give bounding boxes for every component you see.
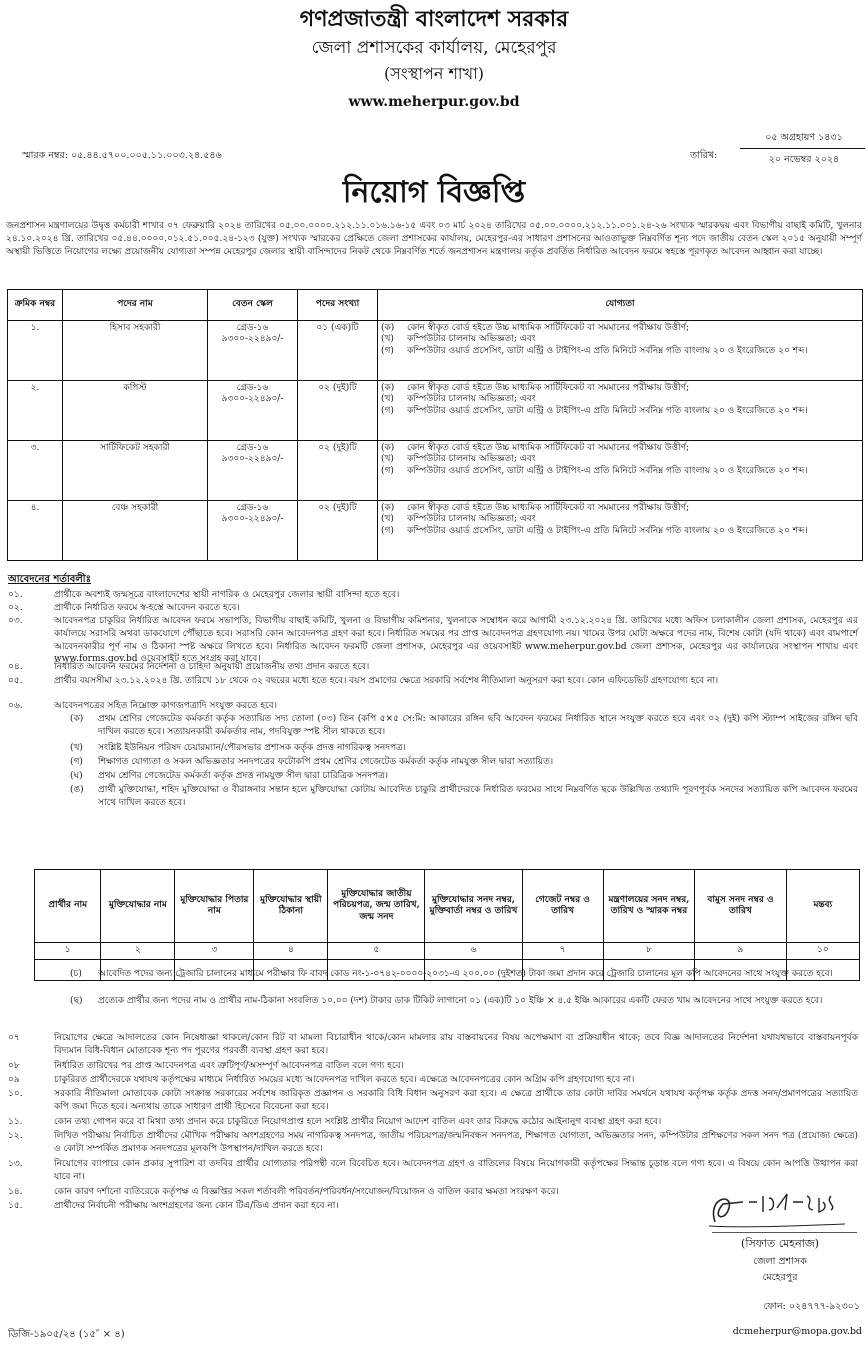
condition-number: ০২. — [8, 603, 23, 613]
col-pay-scale: বেতন স্কেল — [208, 290, 298, 321]
posts-table — [7, 289, 863, 561]
ff-number-cell: ৭ — [522, 943, 603, 960]
condition-number: ১৩. — [8, 1159, 23, 1169]
post-serial: ৪. — [8, 501, 63, 561]
ff-header-cell: মুক্তিযোদ্ধার নাম — [101, 870, 175, 943]
post-serial: ২. — [8, 381, 63, 441]
table-row — [8, 441, 863, 501]
condition-number: ১২. — [8, 1131, 23, 1141]
condition-text: নিয়োগের ব্যাপারে কোন প্রকার সুপারিশ বা তদবির প্রার্থীর যোগ্যতার পরিপন্থী বলে বিবেচিত হবে। আবেদনপত্র গ্রহণ ও বাতিলের বিষয়ে নিয়োগকারী কর্তৃপক্ষের সিদ্ধান্ত চূড়ান্ত বলে গণ্য হবে। এ বিষয়ে কোন আপত্তি উত্থাপন করা যাবে না। — [54, 1159, 858, 1182]
condition-item — [8, 589, 858, 602]
signature-image — [685, 1188, 855, 1232]
qualification-item — [381, 346, 859, 357]
condition-number: ০৯ — [8, 1075, 20, 1085]
ff-number-cell: ৬ — [425, 943, 522, 960]
qualification-key: (গ) — [381, 345, 394, 356]
signatory-name: (সিফাত মেহনাজ) — [741, 1237, 819, 1250]
qualification-text: কম্পিউটার চালনায় অভিজ্ঞতা; এবং — [407, 334, 536, 345]
post-name: হিসাব সহকারী — [63, 321, 208, 381]
attachment-key: (চ) — [70, 969, 82, 979]
qualification-item — [381, 443, 859, 454]
qualification-key: (গ) — [381, 465, 394, 476]
condition-text: প্রার্থীদের নির্বাচনী পরীক্ষায় অংশগ্রহণের জন্য কোন টিএ/ডিএ প্রদান করা হবে না। — [54, 1201, 339, 1211]
header-govt: গণপ্রজাতন্ত্রী বাংলাদেশ সরকার — [299, 6, 569, 32]
condition-item — [8, 1074, 858, 1087]
attachment-text: প্রত্যেক প্রার্থীর জন্য পদের নাম ও প্রার্থীর নাম-ঠিকানা সংবলিত ১০.০০ (দশ) টাকার ডাক টিকিট লাগানো ০১ (এক)টি ১০ ইঞ্চি × ৪.৫ ইঞ্চি আকারের একটি ফেরত খাম আবেদনের সাথে সংযুক্ত করতে হবে। — [98, 996, 823, 1006]
posts-table-header — [8, 290, 863, 321]
freedom-fighter-table — [34, 869, 860, 981]
post-count: ০২ (দুই)টি — [298, 441, 378, 501]
condition-text: সরকারি নীতিমালা মোতাবেক কোটা সংক্রান্ত সরকারের সর্বশেষ জারিকৃত প্রজ্ঞাপন ও সরকারি বিধি বিধান অনুসরণ করা হবে। এ ক্ষেত্রে প্রার্থীকে তার কোটা দাবির সমর্থনে যথাযথ কর্তৃপক্ষ কর্তৃক প্রদত্ত সনদ/প্রমাণপত্রের সত্যায়িত কপি জমা দিতে হবে। অন্যথায় তাকে সাধারণ প্রার্থী হিসেবে বিবেচনা করা হবে। — [54, 1089, 858, 1112]
condition-item — [8, 1116, 858, 1129]
condition-text: লিখিত পরীক্ষায় নির্বাচিত প্রার্থীদের মৌখিক পরীক্ষায় অংশগ্রহণের সময় নাগরিকত্ব সনদপত্র, জাতীয় পরিচয়পত্র/জন্মনিবন্ধন সনদপত্র, শিক্ষাগত যোগ্যতা, অভিজ্ঞতার সনদ, কম্পিউটার প্রশিক্ষণের সকল সনদ পত্র (প্রযোজ্য ক্ষেত্রে) ও কোটা সম্পর্কিত প্রমাণক সনদপত্রের মূলকপি উপস্থাপন/দাখিল করতে হবে। — [54, 1131, 858, 1154]
attachment-item — [70, 995, 858, 1008]
intro-paragraph: জনপ্রশাসন মন্ত্রণালয়ের উদ্বৃত্ত কর্মচারী শাখার ০৭ ফেব্রুয়ারি ২০২৪ তারিখের ০৫.০০.০০০০.২১২.১১.০১৬.১৬-১৫ এবং ০৩ মার্চ ২০২৪ তারিখের ০৫.০০.০০০০.২১২.১১.০০১.২৪-২৬ সংখ্যক স্মারকদ্বয় এবং বিভাগীয় বাছাই কমিটি, খুলনার ২৪.১০.২০২৪ খ্রি. তারিখের ০৫.৪৪.০০০০.০১২.৫১.০০৫.২৪-১২৩ (যুক্ত) সংখ্যক স্মারকের প্রেক্ষিতে জেলা প্রশাসকের কার্যালয়, মেহেরপুর-এর সাধারণ প্রশাসনের আওতাভুক্ত নিম্নবর্ণিত শূন্য পদে জাতীয় বেতন স্কেল ২০১৫ অনুযায়ী সম্পূর্ণ অস্থায়ী ভিত্তিতে নিয়োগের লক্ষ্যে প্রয়োজনীয় যোগ্যতা সম্পন্ন মেহেরপুর জেলার স্থায়ী বাসিন্দাদের নিকট থেকে নিম্নবর্ণিত শর্তে জনপ্রশাসন মন্ত্রণালয় কর্তৃক প্রবর্তিত নির্ধারিত আবেদন ফরমে স্বহস্তে পূরণকৃত আবেদন আহ্বান করা যাচ্ছে। — [6, 221, 862, 258]
qualification-key: (খ) — [381, 454, 394, 465]
qualification-item — [381, 514, 859, 525]
qualification-text: কোন স্বীকৃত বোর্ড হইতে উচ্চ মাধ্যমিক সার্টিফিকেট বা সমমানের পরীক্ষায় উত্তীর্ণ; — [407, 443, 690, 453]
condition-text: আবেদনপত্র চাকুরির নির্ধারিত আবেদন ফরমে সভাপতি, বিভাগীয় বাছাই কমিটি, খুলনা ও বিভাগীয় কমিশনার, খুলনাকে সম্বোধন করে আগামী ২৩.১২.২০২৪ খ্রি. তারিখের মধ্যে অফিস চলাকালীন জেলা প্রশাসক, মেহেরপুর এর কার্যালয়ে সরাসরি অথবা ডাকযোগে পৌঁছাতে হবে। সরাসরি কোন আবেদনপত্র গ্রহণ করা হবে। নির্ধারিত সময়ের পর প্রাপ্ত আবেদনপত্র গ্রহণযোগ্য নয়। খামের উপর মোটা অক্ষরে পদের নাম, বিশেষ কোটা (যদি থাকে) এবং বামপার্শে আবেদনকারীর পূর্ণ নাম ও ঠিকানা স্পষ্ট অক্ষরে লিখতে হবে। নির্ধারিত আবেদন ফরমটি জেলা প্রশাসক, মেহেরপুর এর ওয়েবসাইট www.meherpur.gov.bd জেলা প্রশাসক, মেহেরপুর এর কার্যালয়ের সংস্থাপন শাখায় এবং www.forms.gov.bd ওয়েবসাইট হতে সংগ্রহ করা যাবে। — [54, 616, 858, 665]
ff-number-cell: ৮ — [603, 943, 695, 960]
condition-number: ০৬. — [8, 701, 23, 711]
qualification-text: কম্পিউটার চালনায় অভিজ্ঞতা; এবং — [407, 394, 536, 405]
condition-number: ০৫. — [8, 676, 23, 686]
date-bangla: ০৫ অগ্রহায়ণ ১৪৩১ — [765, 132, 843, 143]
ff-header-cell: মুক্তিযোদ্ধার পিতার নাম — [175, 870, 254, 943]
post-serial: ১. — [8, 321, 63, 381]
condition-item — [8, 1186, 668, 1199]
qualification-key: (ক) — [381, 503, 395, 513]
post-pay-scale — [208, 441, 298, 501]
attachment-item — [70, 713, 858, 739]
condition-number: ১৪. — [8, 1187, 23, 1197]
ff-number-cell: ২ — [101, 943, 175, 960]
header-section: (সংস্থাপন শাখা) — [384, 64, 484, 83]
qualification-item — [381, 406, 859, 417]
attachment-key: (ঙ) — [70, 785, 84, 795]
qualification-item — [381, 383, 859, 394]
attachment-item — [70, 968, 858, 981]
qualification-key: (গ) — [381, 405, 394, 416]
col-post-name: পদের নাম — [63, 290, 208, 321]
qualification-key: (গ) — [381, 525, 394, 536]
signatory-email[interactable]: dcmeherpur@mopa.gov.bd — [732, 1326, 862, 1337]
attachment-key: (খ) — [70, 743, 83, 753]
condition-number: ১৫. — [8, 1201, 23, 1211]
ff-table-number-row — [35, 943, 860, 960]
table-row — [8, 321, 863, 381]
qualification-item — [381, 394, 859, 405]
condition-text: প্রার্থীকে অবশ্যই জন্মসূত্রে বাংলাদেশের স্থায়ী নাগরিক ও মেহেরপুর জেলার স্থায়ী বাসিন্দা হতে হবে। — [54, 590, 400, 600]
post-grade: গ্রেড-১৬ — [236, 503, 269, 513]
post-scale: ৯৩০০-২২৪৯০/- — [221, 454, 284, 465]
qualification-text: কম্পিউটার ওয়ার্ড প্রসেসিং, ডাটা এন্ট্রি ও টাইপিং-এ প্রতি মিনিটে সর্বনিম্ন গতি বাংলায় ২০ ও ইংরেজিতে ২০ শব্দ। — [407, 525, 808, 536]
attachment-text: আবেদিত পদের জন্য ট্রেজারি চালানের মাধ্যমে পরীক্ষার ফি বাবদ কোড নং-১-০৭৪২-০০০০-২০৩১-এ ২০০.০০ (দুইশত) টাকা জমা প্রদান করে ট্রেজারি চালানের মূল কপি আবেদনের সাথে সংযুক্ত করতে হবে। — [98, 969, 833, 979]
qualification-text: কোন স্বীকৃত বোর্ড হইতে উচ্চ মাধ্যমিক সার্টিফিকেট বা সমমানের পরীক্ষায় উত্তীর্ণ; — [407, 503, 690, 513]
qualification-key: (খ) — [381, 394, 394, 405]
post-grade: গ্রেড-১৬ — [236, 443, 269, 453]
post-scale: ৯৩০০-২২৪৯০/- — [221, 514, 284, 525]
condition-item — [8, 1130, 858, 1156]
condition-number: ০৮ — [8, 1061, 20, 1071]
condition-number: ০৩. — [8, 616, 23, 626]
ff-header-cell: গেজেট নম্বর ও তারিখ — [522, 870, 603, 943]
condition-number: ১১. — [8, 1117, 23, 1127]
table-row — [8, 501, 863, 561]
qualification-text: কম্পিউটার ওয়ার্ড প্রসেসিং, ডাটা এন্ট্রি ও টাইপিং-এ প্রতি মিনিটে সর্বনিম্ন গতি বাংলায় ২০ ও ইংরেজিতে ২০ শব্দ। — [407, 405, 808, 416]
condition-item — [8, 1200, 668, 1213]
ff-number-cell: ৪ — [254, 943, 328, 960]
post-pay-scale — [208, 321, 298, 381]
attachment-key: (ক) — [70, 714, 84, 724]
post-serial: ৩. — [8, 441, 63, 501]
qualification-item — [381, 323, 859, 334]
qualification-item — [381, 454, 859, 465]
table-row — [8, 381, 863, 441]
qualification-item — [381, 334, 859, 345]
qualification-item — [381, 503, 859, 514]
post-grade: গ্রেড-১৬ — [236, 323, 269, 333]
post-grade: গ্রেড-১৬ — [236, 383, 269, 393]
ff-header-cell: মন্ত্রণালয়ের সনদ নম্বর, তারিখ ও স্মারক নম্বর — [603, 870, 695, 943]
conditions-title: আবেদনের শর্তাবলীঃ — [8, 574, 91, 585]
ff-number-cell: ১ — [35, 943, 101, 960]
post-qualification — [378, 381, 863, 441]
col-post-count: পদের সংখ্যা — [298, 290, 378, 321]
condition-item — [8, 700, 858, 713]
post-qualification — [378, 441, 863, 501]
attachment-text: প্রার্থী মুক্তিযোদ্ধা, শহিদ মুক্তিযোদ্ধা ও বীরাঙ্গনার সন্তান হলে মুক্তিযোদ্ধা কোটায় আবেদিত চাকুরি প্রার্থীদেরকে নির্ধারিত ফরমের সাথে নিম্নবর্ণিত ছকে উল্লিখিত তথ্যাদি পূরণপূর্বক সনদের সত্যায়িত কপি আবেদন ফরমের সাথে দাখিল করতে হবে। — [98, 785, 858, 808]
condition-item — [8, 615, 858, 666]
attachment-item — [70, 756, 858, 769]
condition-text: নির্ধারিত আবেদন ফরমের নির্দেশনা ও চাহিদা অনুযায়ী প্রয়োজনীয় তথ্য প্রদান করতে হবে। — [54, 662, 370, 672]
condition-text: চাকুরিরত প্রার্থীদেরকে যথাযথ কর্তৃপক্ষের মাধ্যমে নির্ধারিত সময়ের মধ্যে আবেদনপত্র দাখিল করতে হবে। এক্ষেত্রে আবেদনপত্রের কোন অগ্রিম কপি গ্রহণযোগ্য হবে না। — [54, 1075, 635, 1085]
condition-item — [8, 1158, 858, 1184]
qualification-text: কম্পিউটার ওয়ার্ড প্রসেসিং, ডাটা এন্ট্রি ও টাইপিং-এ প্রতি মিনিটে সর্বনিম্ন গতি বাংলায় ২০ ও ইংরেজিতে ২০ শব্দ। — [407, 345, 808, 356]
ff-header-cell: মুক্তিযোদ্ধার জাতীয় পরিচয়পত্র, জন্ম তারিখ, জন্ম সনদ — [328, 870, 425, 943]
ff-table-header — [35, 870, 860, 943]
post-count: ০১ (এক)টি — [298, 321, 378, 381]
ff-header-cell: প্রার্থীর নাম — [35, 870, 101, 943]
col-serial: ক্রমিক নম্বর — [8, 290, 63, 321]
signatory-district: মেহেরপুর — [762, 1272, 798, 1283]
header-website[interactable]: www.meherpur.gov.bd — [348, 94, 520, 110]
condition-text: প্রার্থীর বয়সসীমা ২৩.১২.২০২৪ খ্রি. তারিখে ১৮ থেকে ৩২ বছরের মধ্যে হতে হবে। বয়স প্রমাণের ক্ষেত্রে সরকারি সর্বশেষ নীতিমালা অনুসরণ করা হবে। কোন এফিডেভিট গ্রহণযোগ্য হবে না। — [54, 676, 719, 686]
ff-header-cell: বামুস সনদ নম্বর ও তারিখ — [695, 870, 787, 943]
post-pay-scale — [208, 381, 298, 441]
attachment-text: সংশ্লিষ্ট ইউনিয়ন পরিষদ চেয়ারম্যান/পৌরসভার প্রশাসক কর্তৃক প্রদত্ত নাগরিকত্ব সনদপত্র। — [98, 743, 406, 753]
post-name: কপিস্ট — [63, 381, 208, 441]
condition-item — [8, 602, 858, 615]
ff-number-cell: ৩ — [175, 943, 254, 960]
signatory-phone: ফোন: ০২৪৭৭৭-৯২৩০১ — [763, 1301, 860, 1312]
signature-line — [712, 1232, 857, 1233]
condition-text: কোন তথ্য গোপন করে বা মিথ্যা তথ্য প্রদান করে চাকুরিতে নিয়োগপ্রাপ্ত হলে সংশ্লিষ্ট প্রার্থীর নিয়োগ আদেশ বাতিল এবং তার বিরুদ্ধে কঠোর আইনানুগ ব্যবস্থা গ্রহণ করা হবে। — [54, 1117, 662, 1127]
condition-text: কোন কারণ দর্শানো ব্যতিরেকে কর্তৃপক্ষ এ বিজ্ঞপ্তির সকল শর্তাবলী পরিবর্তন/পরিবর্ধন/সংযোজন/বিয়োজন ও বাতিল করার ক্ষমতা সংরক্ষণ করে। — [54, 1187, 559, 1197]
attachment-item — [70, 770, 858, 783]
condition-number: ০৪. — [8, 662, 23, 672]
condition-text: প্রার্থীকে নির্ধারিত ফরমে স্ব-হস্তে আবেদন করতে হবে। — [54, 603, 240, 613]
qualification-text: কম্পিউটার ওয়ার্ড প্রসেসিং, ডাটা এন্ট্রি ও টাইপিং-এ প্রতি মিনিটে সর্বনিম্ন গতি বাংলায় ২০ ও ইংরেজিতে ২০ শব্দ। — [407, 465, 808, 476]
attachment-item — [70, 742, 858, 755]
date-divider — [740, 148, 865, 149]
qualification-key: (খ) — [381, 334, 394, 345]
attachment-key: (ঘ) — [70, 771, 83, 781]
condition-item — [8, 1088, 858, 1114]
date-label: তারিখ: — [690, 150, 718, 161]
condition-number: ১০. — [8, 1089, 23, 1099]
post-qualification — [378, 321, 863, 381]
post-scale: ৯৩০০-২২৪৯০/- — [221, 334, 284, 345]
qualification-key: (ক) — [381, 443, 395, 453]
qualification-text: কোন স্বীকৃত বোর্ড হইতে উচ্চ মাধ্যমিক সার্টিফিকেট বা সমমানের পরীক্ষায় উত্তীর্ণ; — [407, 323, 690, 333]
signatory-designation: জেলা প্রশাসক — [753, 1256, 807, 1267]
qualification-key: (ক) — [381, 323, 395, 333]
post-count: ০২ (দুই)টি — [298, 501, 378, 561]
qualification-item — [381, 526, 859, 537]
qualification-text: কম্পিউটার চালনায় অভিজ্ঞতা; এবং — [407, 454, 536, 465]
post-pay-scale — [208, 501, 298, 561]
header-office: জেলা প্রশাসকের কার্যালয়, মেহেরপুর — [311, 38, 557, 58]
condition-text: নির্ধারিত তারিখের পর প্রাপ্ত আবেদনপত্র এবং ত্রুটিপূর্ণ/অসম্পূর্ণ আবেদনপত্র বাতিল বলে গণ্য হবে। — [54, 1061, 404, 1071]
ff-number-cell: ৫ — [328, 943, 425, 960]
condition-item — [8, 1060, 858, 1073]
condition-number: ০৭ — [8, 1033, 20, 1043]
qualification-text: কোন স্বীকৃত বোর্ড হইতে উচ্চ মাধ্যমিক সার্টিফিকেট বা সমমানের পরীক্ষায় উত্তীর্ণ; — [407, 383, 690, 393]
post-name: বেঞ্চ সহকারী — [63, 501, 208, 561]
qualification-key: (খ) — [381, 514, 394, 525]
attachment-item — [70, 784, 858, 810]
condition-item — [8, 1032, 858, 1058]
ff-number-cell: ৯ — [695, 943, 787, 960]
condition-text: নিয়োগের ক্ষেত্রে আদালতের কোন নিষেধাজ্ঞা থাকলে/কোন রিট বা মামলা বিচারাধীন থাকে/কোন মামলার রায় বাস্তবায়নের বিষয় অপেক্ষমাণ বা প্রক্রিয়াধীন থাকে; তবে বিজ্ঞ আদালতের নির্দেশনা যথাযথভাবে বাস্তবায়নপূর্বক বিদ্যমান বিধি-বিধান মোতাবেক শূন্য পদ পূরণের পরবর্তী ব্যবস্থা গ্রহণ করা হবে। — [54, 1033, 858, 1056]
condition-item — [8, 661, 858, 674]
condition-number: ০১. — [8, 590, 23, 600]
condition-text: আবেদনপত্রের সহিত নিম্নোক্ত কাগজপত্রাদি সংযুক্ত করতে হবে। — [54, 701, 277, 711]
notice-title: নিয়োগ বিজ্ঞপ্তি — [342, 175, 526, 210]
ff-header-cell: মন্তব্য — [786, 870, 859, 943]
attachment-text: প্রথম শ্রেণির গেজেটেড কর্মকর্তা কর্তৃক প্রদত্ত নামযুক্ত সীল দ্বারা চারিত্রিক সনদপত্র। — [98, 771, 388, 781]
qualification-key: (ক) — [381, 383, 395, 393]
post-scale: ৯৩০০-২২৪৯০/- — [221, 394, 284, 405]
post-qualification — [378, 501, 863, 561]
attachment-text: প্রথম শ্রেণির গেজেটেড কর্মকর্তা কর্তৃক সত্যায়িত সদ্য তোলা (০৩) তিন (কপি ৫×৫ সে:মি: আকারের রঙ্গিন ছবি আবেদন ফরমের নির্ধারিত স্থানে সংযুক্ত করতে হবে এবং ০২ (দুই) কপি স্ট্যাম্প সাইজের রঙ্গিন ছবি দাখিল করতে হবে। সত্যায়নকারী কর্মকর্তার নাম, পদবিযুক্ত স্পষ্ট সীল থাকতে হবে। — [98, 714, 858, 737]
post-name: সার্টিফিকেট সহকারী — [63, 441, 208, 501]
ff-header-cell: মুক্তিযোদ্ধার সনদ নম্বর, মুক্তিবার্তা নম্বর ও তারিখ — [425, 870, 522, 943]
ff-header-cell: মুক্তিযোদ্ধার স্থায়ী ঠিকানা — [254, 870, 328, 943]
date-english: ২০ নভেম্বর ২০২৪ — [768, 154, 840, 165]
post-count: ০২ (দুই)টি — [298, 381, 378, 441]
qualification-item — [381, 466, 859, 477]
ff-number-cell: ১০ — [786, 943, 859, 960]
memo-number: স্মারক নম্বর: ০৫.৪৪.৫৭০০.০০৫.১১.০০৩.২৪.৫৪৬ — [22, 150, 222, 161]
attachment-text: শিক্ষাগত যোগ্যতা ও সকল অভিজ্ঞতার সনদপত্রের ফটোকপি প্রথম শ্রেণির গেজেটেড কর্মকর্তা কর্তৃক নামযুক্ত সীল দ্বারা সত্যায়িত। — [98, 757, 554, 767]
attachment-key: (ছ) — [70, 996, 83, 1006]
attachment-key: (গ) — [70, 757, 83, 767]
footer-print-code: ডিজি-১৯০৫/২৪ (১৫″ × ৪) — [8, 1329, 125, 1340]
condition-item — [8, 675, 858, 688]
col-qualification: যোগ্যতা — [378, 290, 863, 321]
qualification-text: কম্পিউটার চালনায় অভিজ্ঞতা; এবং — [407, 514, 536, 525]
